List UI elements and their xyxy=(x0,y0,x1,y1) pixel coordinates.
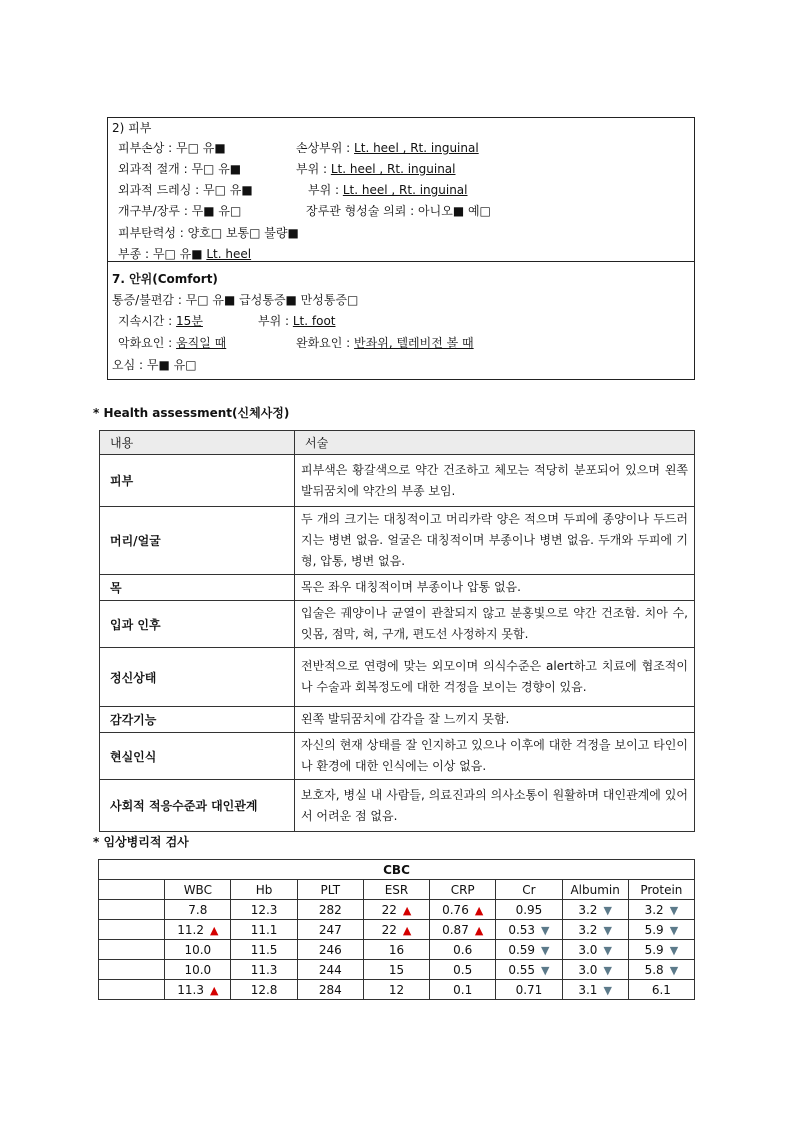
cbc-cell xyxy=(430,900,496,920)
cbc-row xyxy=(99,920,695,940)
cbc-value: 3.2 xyxy=(578,902,598,917)
edema-value: Lt. heel xyxy=(206,247,252,261)
health-assessment-title: * Health assessment(신체사정) xyxy=(93,406,290,420)
cbc-value: 246 xyxy=(318,942,342,957)
cbc-corner-cell xyxy=(99,880,165,900)
cbc-cell xyxy=(562,920,628,940)
cbc-row-label-cell xyxy=(99,960,165,980)
cbc-cell xyxy=(231,900,297,920)
cbc-cell xyxy=(363,940,429,960)
row-text: 입술은 궤양이나 균열이 관찰되지 않고 분홍빛으로 약간 건조함. 치아 수, 잇몸, 점막, 혀, 구개, 편도선 사정하지 못함. xyxy=(295,601,695,648)
cbc-value: 0.53 xyxy=(508,922,536,937)
cbc-table xyxy=(98,859,695,1000)
cbc-cell xyxy=(562,900,628,920)
table-row xyxy=(100,733,695,780)
down-arrow-icon: ▼ xyxy=(603,903,612,917)
table-row xyxy=(100,507,695,575)
row-label: 머리/얼굴 xyxy=(100,507,295,575)
table-row xyxy=(100,575,695,601)
row-text: 피부색은 황갈색으로 약간 건조하고 체모는 적당히 분포되어 있으며 왼쪽 발뒤꿈치에 약간의 부종 보임. xyxy=(295,455,695,507)
cbc-value: 11.2 xyxy=(177,922,204,937)
cbc-value: 3.2 xyxy=(578,922,598,937)
skin-heading: 2) 피부 xyxy=(112,121,152,135)
up-arrow-icon: ▲ xyxy=(402,903,412,917)
cbc-cell xyxy=(231,940,297,960)
relieving-label: 완화요인 : xyxy=(296,336,355,350)
cbc-cell xyxy=(363,920,429,940)
cbc-value: 0.76 xyxy=(442,902,469,917)
row-text: 두 개의 크기는 대칭적이고 머리카락 양은 적으며 두피에 종양이나 두드러지는 병변 없음. 얼굴은 대칭적이며 부종이나 병변 없음. 두개와 두피에 기형, 압통, 병변 없음. xyxy=(295,507,695,575)
table-row xyxy=(100,601,695,648)
cbc-value: 0.6 xyxy=(453,942,473,957)
cbc-value: 11.1 xyxy=(250,922,278,937)
cbc-cell xyxy=(297,920,363,940)
cbc-cell xyxy=(165,940,231,960)
col-content-header: 내용 xyxy=(100,431,295,455)
cbc-row-label-cell xyxy=(99,980,165,1000)
cbc-cell xyxy=(363,960,429,980)
row-text: 자신의 현재 상태를 잘 인지하고 있으나 이후에 대한 걱정을 보이고 타인이나 환경에 대한 인식에는 이상 없음. xyxy=(295,733,695,780)
cbc-cell xyxy=(297,980,363,1000)
down-arrow-icon: ▼ xyxy=(541,923,550,937)
dressing-label: 외과적 드레싱 : 무□ 유■ xyxy=(118,183,253,197)
skin-stoma: 개구부/장루 : 무■ 유□ xyxy=(118,204,242,218)
row-label: 피부 xyxy=(100,455,295,507)
cbc-row-label-cell xyxy=(99,900,165,920)
cbc-value: 5.9 xyxy=(644,942,664,957)
down-arrow-icon: ▼ xyxy=(669,903,679,917)
row-text: 전반적으로 연령에 맞는 외모이며 의식수준은 alert하고 치료에 협조적이나 수술과 회복정도에 대한 걱정을 보이는 경향이 있음. xyxy=(295,648,695,707)
cbc-group-title: CBC xyxy=(99,860,695,880)
cbc-value: 0.95 xyxy=(515,902,543,917)
cbc-cell xyxy=(165,980,231,1000)
cbc-cell xyxy=(496,960,562,980)
cbc-value: 11.3 xyxy=(177,982,204,997)
cbc-cell xyxy=(562,980,628,1000)
cbc-value: 6.1 xyxy=(651,982,671,997)
comfort-relieving xyxy=(296,334,474,351)
table-row xyxy=(100,707,695,733)
cbc-col-header: ESR xyxy=(363,880,429,900)
cbc-cell xyxy=(165,900,231,920)
cbc-value: 22 xyxy=(381,922,397,937)
comfort-site xyxy=(258,312,336,329)
injury-label: 피부손상 : 무□ 유■ xyxy=(118,141,226,155)
cbc-value: 282 xyxy=(318,902,342,917)
cbc-value: 11.3 xyxy=(250,962,278,977)
lab-title: * 임상병리적 검사 xyxy=(93,835,189,849)
incision-site-value: Lt. heel , Rt. inguinal xyxy=(330,162,456,176)
cbc-value: 3.2 xyxy=(644,902,664,917)
incision-site-label: 부위 : xyxy=(296,162,331,176)
down-arrow-icon: ▼ xyxy=(669,923,679,937)
up-arrow-icon: ▲ xyxy=(209,983,219,997)
cbc-value: 16 xyxy=(388,942,405,957)
cbc-value: 0.5 xyxy=(453,962,473,977)
row-label: 사회적 적응수준과 대인관계 xyxy=(100,780,295,832)
cbc-value: 247 xyxy=(318,922,342,937)
cbc-value: 10.0 xyxy=(184,942,212,957)
cbc-row xyxy=(99,980,695,1000)
skin-injury xyxy=(118,139,226,156)
health-assessment-table xyxy=(99,430,695,832)
cbc-value: 3.0 xyxy=(578,962,598,977)
skin-edema xyxy=(118,245,251,262)
cbc-cell xyxy=(430,980,496,1000)
cbc-value: 12 xyxy=(388,982,405,997)
incision-label: 외과적 절개 : 무□ 유■ xyxy=(118,162,242,176)
row-label: 현실인식 xyxy=(100,733,295,780)
cbc-value: 15 xyxy=(388,962,405,977)
cbc-col-header: Protein xyxy=(628,880,694,900)
cbc-value: 10.0 xyxy=(184,962,212,977)
up-arrow-icon: ▲ xyxy=(402,923,412,937)
comfort-nausea: 오심 : 무■ 유□ xyxy=(112,358,197,372)
cbc-cell xyxy=(231,980,297,1000)
row-label: 입과 인후 xyxy=(100,601,295,648)
cbc-value: 0.59 xyxy=(508,942,536,957)
cbc-row xyxy=(99,900,695,920)
cbc-cell xyxy=(165,960,231,980)
aggravating-value: 움직일 때 xyxy=(176,336,227,350)
skin-turgor: 피부탄력성 : 양호□ 보통□ 불량■ xyxy=(118,226,299,240)
cbc-col-header: Cr xyxy=(496,880,562,900)
col-description-header: 서술 xyxy=(295,431,695,455)
cbc-col-header: Albumin xyxy=(562,880,628,900)
cbc-cell xyxy=(562,940,628,960)
skin-incision-site xyxy=(296,160,456,177)
site-label: 부위 : xyxy=(258,314,293,328)
row-label: 목 xyxy=(100,575,295,601)
cbc-value: 22 xyxy=(381,902,397,917)
cbc-cell xyxy=(231,920,297,940)
up-arrow-icon: ▲ xyxy=(209,923,219,937)
cbc-value: 0.87 xyxy=(442,922,469,937)
injury-site-label: 손상부위 : xyxy=(296,141,355,155)
cbc-cell xyxy=(628,920,694,940)
skin-dressing xyxy=(118,181,253,198)
row-text: 목은 좌우 대칭적이며 부종이나 압통 없음. xyxy=(295,575,695,601)
table-row xyxy=(100,455,695,507)
down-arrow-icon: ▼ xyxy=(669,943,679,957)
dressing-site-label: 부위 : xyxy=(308,183,343,197)
injury-site-value: Lt. heel , Rt. inguinal xyxy=(354,141,479,155)
cbc-row-label-cell xyxy=(99,920,165,940)
down-arrow-icon: ▼ xyxy=(541,943,550,957)
cbc-row xyxy=(99,960,695,980)
comfort-aggravating xyxy=(118,334,226,351)
table-header-row xyxy=(100,431,695,455)
cbc-value: 244 xyxy=(318,962,342,977)
cbc-cell xyxy=(430,940,496,960)
cbc-cell xyxy=(231,960,297,980)
edema-label: 부종 : 무□ 유■ xyxy=(118,247,207,261)
cbc-cell xyxy=(297,900,363,920)
cbc-cell xyxy=(165,920,231,940)
cbc-cell xyxy=(496,980,562,1000)
cbc-row-label-cell xyxy=(99,940,165,960)
down-arrow-icon: ▼ xyxy=(669,963,679,977)
cbc-cell xyxy=(628,900,694,920)
skin-stoma-consult: 장루관 형성술 의뢰 : 아니오■ 예□ xyxy=(306,204,491,218)
cbc-value: 12.3 xyxy=(250,902,278,917)
cbc-value: 284 xyxy=(318,982,342,997)
cbc-cell xyxy=(628,980,694,1000)
table-row xyxy=(100,648,695,707)
row-label: 감각기능 xyxy=(100,707,295,733)
comfort-pain: 통증/불편감 : 무□ 유■ 급성통증■ 만성통증□ xyxy=(112,293,359,307)
cbc-group-row xyxy=(99,860,695,880)
aggravating-label: 악화요인 : xyxy=(118,336,177,350)
skin-dressing-site xyxy=(308,181,468,198)
cbc-value: 5.8 xyxy=(644,962,664,977)
skin-incision xyxy=(118,160,241,177)
down-arrow-icon: ▼ xyxy=(541,963,550,977)
cbc-value: 3.0 xyxy=(578,942,598,957)
cbc-value: 0.55 xyxy=(508,962,536,977)
cbc-row xyxy=(99,940,695,960)
cbc-cell xyxy=(628,940,694,960)
cbc-col-header: CRP xyxy=(430,880,496,900)
cbc-cell xyxy=(496,920,562,940)
down-arrow-icon: ▼ xyxy=(603,983,612,997)
skin-injury-site xyxy=(296,139,479,156)
table-row xyxy=(100,780,695,832)
relieving-value: 반좌위, 텔레비전 볼 때 xyxy=(354,336,474,350)
cbc-value: 5.9 xyxy=(644,922,664,937)
cbc-col-header: Hb xyxy=(231,880,297,900)
cbc-cell xyxy=(297,940,363,960)
cbc-header-row xyxy=(99,880,695,900)
dressing-site-value: Lt. heel , Rt. inguinal xyxy=(342,183,468,197)
cbc-value: 3.1 xyxy=(578,982,598,997)
cbc-value: 0.1 xyxy=(453,982,473,997)
cbc-cell xyxy=(430,920,496,940)
cbc-cell xyxy=(496,900,562,920)
cbc-value: 12.8 xyxy=(250,982,278,997)
up-arrow-icon: ▲ xyxy=(474,903,484,917)
down-arrow-icon: ▼ xyxy=(603,963,612,977)
row-text: 왼쪽 발뒤꿈치에 감각을 잘 느끼지 못함. xyxy=(295,707,695,733)
cbc-cell xyxy=(496,940,562,960)
up-arrow-icon: ▲ xyxy=(474,923,484,937)
cbc-cell xyxy=(628,960,694,980)
cbc-cell xyxy=(430,960,496,980)
cbc-col-header: WBC xyxy=(165,880,231,900)
cbc-cell xyxy=(363,900,429,920)
duration-value: 15분 xyxy=(176,314,203,328)
down-arrow-icon: ▼ xyxy=(603,923,612,937)
cbc-value: 0.71 xyxy=(515,982,543,997)
duration-label: 지속시간 : xyxy=(118,314,177,328)
cbc-col-header: PLT xyxy=(297,880,363,900)
cbc-value: 7.8 xyxy=(188,902,208,917)
down-arrow-icon: ▼ xyxy=(603,943,612,957)
site-value: Lt. foot xyxy=(292,314,336,328)
row-text: 보호자, 병실 내 사람들, 의료진과의 의사소통이 원활하며 대인관계에 있어서 어려운 점 없음. xyxy=(295,780,695,832)
cbc-value: 11.5 xyxy=(250,942,278,957)
cbc-cell xyxy=(363,980,429,1000)
comfort-heading: 7. 안위(Comfort) xyxy=(112,272,218,286)
row-label: 정신상태 xyxy=(100,648,295,707)
cbc-cell xyxy=(297,960,363,980)
comfort-duration xyxy=(118,312,203,329)
cbc-cell xyxy=(562,960,628,980)
